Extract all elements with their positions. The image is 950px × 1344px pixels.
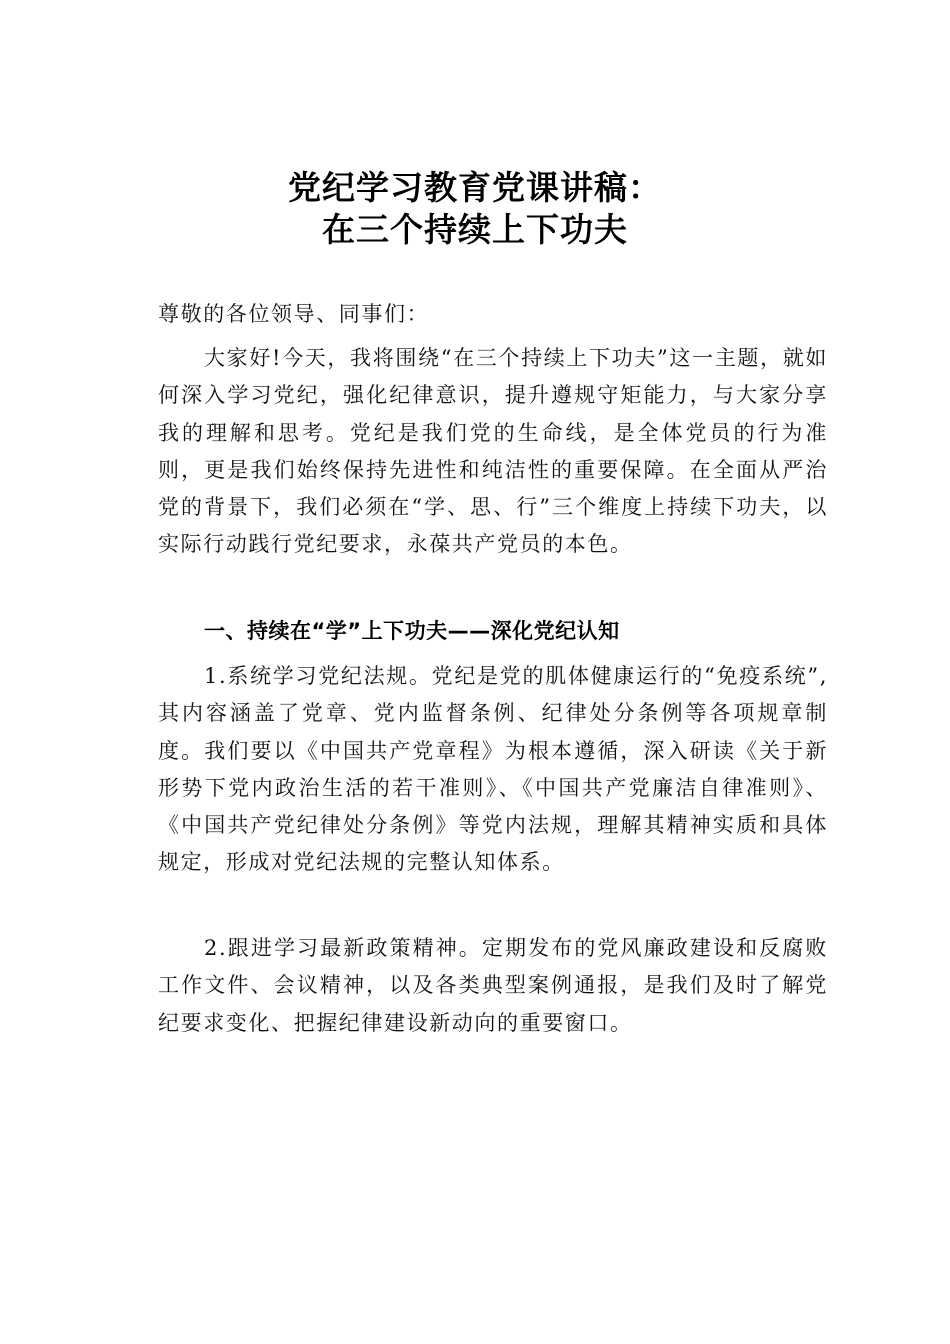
paragraph-item-1: 1.系统学习党纪法规。党纪是党的肌体健康运行的“免疫系统”,其内容涵盖了党章、党内监督条例、纪律处分条例等各项规章制度。我们要以《中国共产党章程》为根本遵循，深入研读《关于新形势下党内政治生活的若干准则》、《中国共产党廉洁自律准则》、《中国共产党纪律处分条例》等党内法规，理解其精神实质和具体规定，形成对党纪法规的完整认知体系。 — [158, 664, 828, 875]
section-heading-1: 一、持续在“学”上下功夫——深化党纪认知 — [204, 619, 620, 643]
greeting: 尊敬的各位领导、同事们： — [158, 302, 430, 326]
document-title-line1: 党纪学习教育党课讲稿： — [288, 168, 662, 207]
document-title-line2: 在三个持续上下功夫 — [322, 210, 628, 249]
paragraph-intro: 大家好!今天，我将围绕“在三个持续上下功夫”这一主题，就如何深入学习党纪，强化纪律意识，提升遵规守矩能力，与大家分享我的理解和思考。党纪是我们党的生命线，是全体党员的行为准则，更是我们始终保持先进性和纯洁性的重要保障。在全面从严治党的背景下，我们必须在“学、思、行”三个维度上持续下功夫，以实际行动践行党纪要求，永葆共产党员的本色。 — [158, 346, 828, 557]
paragraph-item-2: 2.跟进学习最新政策精神。定期发布的党风廉政建设和反腐败工作文件、会议精神，以及各类典型案例通报，是我们及时了解党纪要求变化、把握纪律建设新动向的重要窗口。 — [158, 936, 828, 1035]
